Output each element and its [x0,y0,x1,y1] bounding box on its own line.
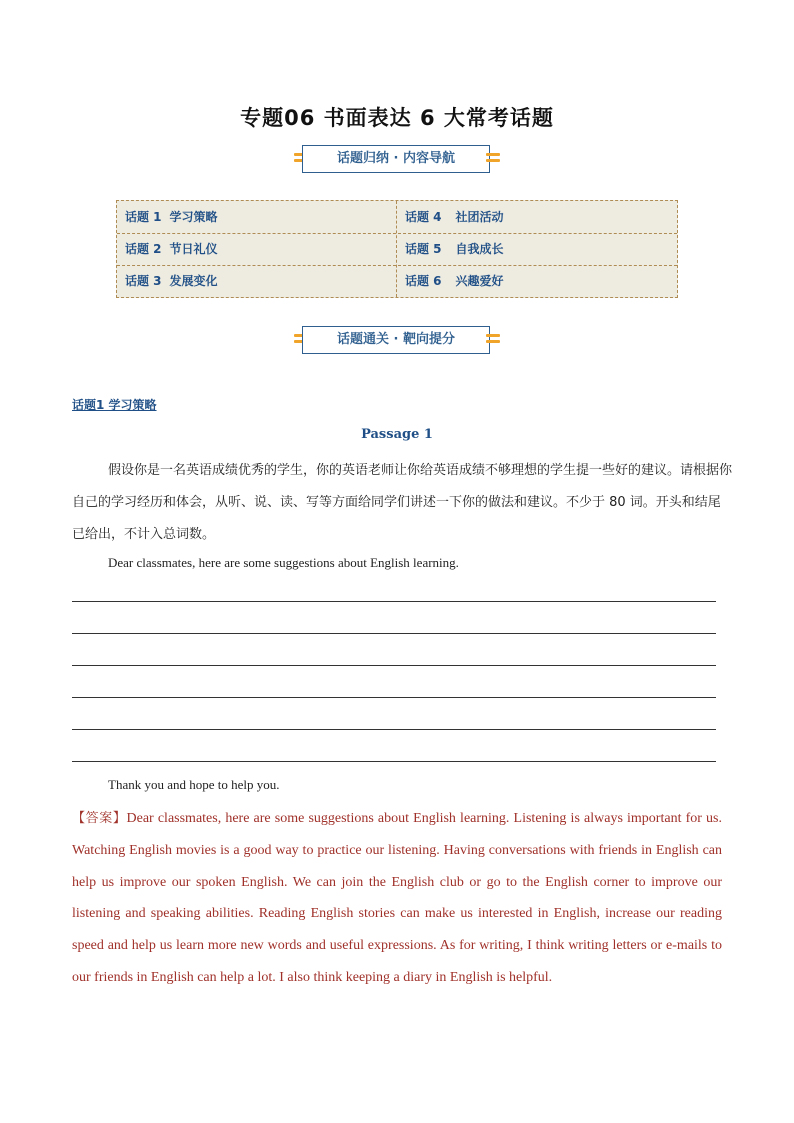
answer-text: Dear classmates, here are some suggestions about English learning. Listening is always important for us. Watching English movies is a good way to practice our listening. Having conversations with friends in English can help us improve our spoken English. We can join the English club or go to the English corner to improve our listening and speaking abilities. Reading English stories can make us interested in English, increase our reading speed and help us learn more new words and useful expressions. As for writing, I think writing letters or e-mails to our friends in English can help a lot. I also think keeping a diary in English is helpful. [72,811,722,985]
topic-label: 学习策略 [169,210,218,224]
page-title: 专题06 书面表达 6 大常考话题 [240,106,554,130]
topic-nav-item-6[interactable] [397,265,504,297]
passage-title: Passage 1 [361,427,433,442]
topic-nav-item-5[interactable] [397,233,504,265]
topic-navigation-table [116,200,678,298]
answer-blank-line [72,729,716,730]
section-link-topic-1[interactable]: 话题1 学习策略 [72,398,157,412]
banner-decoration-icon [486,153,500,165]
answer-blank-line [72,665,716,666]
topic-number: 话题 4 [405,210,442,224]
answer-tag: 【答案】 [72,811,127,826]
navigation-banner-label: 话题归纳 · 内容导航 [302,145,490,173]
writing-prompt: 假设你是一名英语成绩优秀的学生，你的英语老师让你给英语成绩不够理想的学生提一些好的建议。请根据你自己的学习经历和体会，从听、说、读、写等方面给同学们讲述一下你的做法和建议。不少于 80 词。开头和结尾已给出，不计入总词数。 [72,463,733,542]
topic-label: 兴趣爱好 [455,274,504,288]
answer-blank-line [72,697,716,698]
topic-nav-item-1[interactable] [117,201,218,233]
topic-label: 发展变化 [169,274,218,288]
opening-line: Dear classmates, here are some suggestions about English learning. [108,555,459,570]
topic-label: 节日礼仪 [169,242,218,256]
banner-decoration-icon [486,334,500,346]
practice-banner-label: 话题通关 · 靶向提分 [302,326,490,354]
topic-number: 话题 1 [125,210,162,224]
topic-label: 自我成长 [455,242,504,256]
topic-nav-item-2[interactable] [117,233,218,265]
answer-blank-line [72,761,716,762]
navigation-banner [294,145,500,175]
practice-banner [294,326,500,356]
answer-blank-line [72,601,716,602]
model-answer [72,803,722,994]
topic-number: 话题 5 [405,242,442,256]
answer-blank-line [72,633,716,634]
closing-line: Thank you and hope to help you. [108,777,280,792]
topic-number: 话题 6 [405,274,442,288]
topic-nav-item-4[interactable] [397,201,504,233]
topic-number: 话题 2 [125,242,162,256]
topic-label: 社团活动 [455,210,504,224]
topic-number: 话题 3 [125,274,162,288]
topic-nav-item-3[interactable] [117,265,218,297]
